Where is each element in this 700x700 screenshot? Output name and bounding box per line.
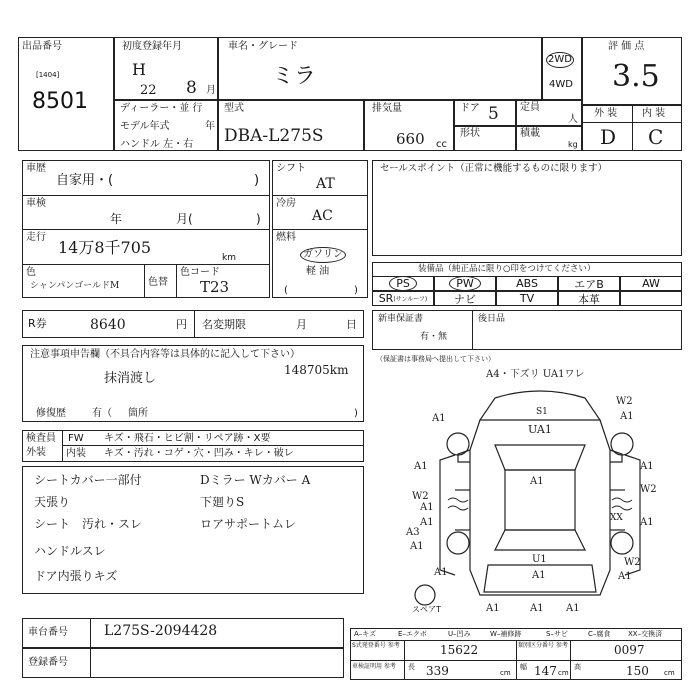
- mark-a1-l1: A1: [414, 461, 428, 472]
- equip-sr: SR (サンルーフ): [372, 291, 434, 306]
- remark-right-3: ロアサポートムレ: [200, 517, 297, 531]
- diagram-caption: （保証書は事務局へ提出して下さい）: [376, 355, 495, 363]
- mark-a1-b3: A1: [566, 603, 580, 614]
- mark-a1-cen2: A1: [532, 570, 546, 581]
- mark-a1-r1: A1: [640, 461, 654, 472]
- mark-a3: A3: [406, 527, 420, 538]
- shape-label: 形状: [460, 128, 480, 139]
- warranty-label: 新車保証書: [378, 314, 424, 324]
- shift-label: シフト: [276, 163, 306, 174]
- color-value: シャンパンゴールドM: [30, 281, 120, 291]
- tax-amount: 8640: [90, 317, 126, 333]
- load-label: 積載: [520, 128, 540, 139]
- legend-class-value: 0097: [614, 643, 645, 657]
- fuel-paren-open: (: [284, 285, 288, 296]
- ext-label: 外 装: [594, 108, 618, 119]
- drive-4wd: 4WD: [549, 79, 573, 90]
- legend-e: E–エクボ: [398, 630, 427, 638]
- legend-length: 339: [426, 664, 449, 678]
- capacity-unit: 人: [568, 114, 578, 125]
- shift-value: AT: [316, 176, 335, 192]
- chassis-label: 車台番号: [28, 627, 68, 638]
- color-label: 色: [26, 267, 36, 278]
- notes-line1: 抹消渡し: [104, 371, 157, 386]
- legend-width-cm: cm: [558, 669, 569, 677]
- inspector-hline: [62, 445, 364, 446]
- diagram-top-note: A4・下ズリ UA1ワレ: [486, 369, 585, 380]
- mark-w2-l: W2: [412, 491, 429, 502]
- legend-s: S–サビ: [546, 630, 568, 638]
- legend-vline-3: [570, 640, 571, 680]
- equip-leather: 本革: [558, 291, 620, 306]
- mark-a1-bl: A1: [434, 567, 448, 578]
- mark-a1-b2: A1: [530, 603, 544, 614]
- equip-pw: PW: [434, 276, 496, 291]
- inspector-fw-text: キズ・飛石・ヒビ割・リペア跡・X要: [104, 433, 271, 444]
- remark-right-1: Dミラー Wカバー A: [200, 473, 311, 487]
- legend-width: 147: [534, 664, 557, 678]
- equip-airbag: エアB: [558, 276, 620, 291]
- dealer-label: ディーラー・並 行: [120, 103, 203, 114]
- mark-a1-tr: A1: [620, 411, 634, 422]
- handle-label: ハンドル 左・右: [120, 139, 194, 150]
- ac-label: 冷房: [276, 198, 296, 209]
- warranty-have-none: 有・無: [420, 332, 448, 342]
- type-label: 型式: [224, 103, 244, 114]
- legend-xx: XX–交換済: [628, 630, 663, 638]
- reg-era: H: [132, 60, 146, 79]
- capacity-label: 定員: [520, 102, 540, 113]
- legend-s-type-label: S式発登番号 参考: [352, 642, 400, 649]
- model-code: DBA-L275S: [224, 126, 324, 146]
- displacement: 660: [396, 130, 425, 148]
- ext-grade: D: [600, 125, 617, 149]
- mark-a1-l4: A1: [410, 541, 424, 552]
- int-grade: C: [648, 125, 664, 149]
- remark-1: シートカバー一部付: [34, 473, 142, 487]
- inspector-fw: FW: [68, 433, 84, 444]
- grade-value: 3.5: [612, 59, 660, 94]
- remark-2: 天張り: [34, 495, 71, 509]
- equip-navi: ナビ: [434, 291, 496, 306]
- info-vline-code: [176, 264, 177, 298]
- drive-box: [542, 37, 582, 100]
- color-code-label: 色コード: [180, 267, 220, 278]
- car-name-label: 車名・グレード: [228, 41, 298, 52]
- legend-class-label: 類別区分番号 参考: [518, 642, 568, 649]
- inspector-int-label: 内装: [66, 448, 86, 459]
- cc-unit: cc: [436, 139, 447, 150]
- legend-vline-1: [404, 640, 405, 680]
- mark-w2-br: W2: [624, 557, 641, 568]
- int-label: 内 装: [642, 108, 666, 119]
- legend-width-label: 幅: [520, 663, 527, 671]
- history-value: 自家用・(: [56, 173, 114, 188]
- notes-line2: 148705km: [284, 363, 349, 377]
- legend-length-label: 長: [408, 663, 415, 671]
- reg-year: 22: [140, 83, 157, 98]
- drive-2wd: 2WD: [546, 52, 574, 68]
- equipment-title: 装備品（純正品に限り○印をつけてください）: [418, 264, 596, 274]
- legend-c: C–腐食: [588, 630, 611, 638]
- reg-month: 8: [186, 78, 197, 98]
- reg-month-unit: 月: [206, 85, 216, 96]
- fuel-label: 燃料: [276, 232, 296, 243]
- legend-s-type-value: 15622: [440, 643, 479, 657]
- disp-label: 排気量: [372, 103, 402, 114]
- first-reg-label: 初度登録年月: [122, 41, 182, 52]
- model-year-unit: 年: [205, 121, 215, 132]
- legend-u: U–凹み: [448, 630, 471, 638]
- repair-value: 有（: [92, 408, 112, 419]
- notes-title: 注意事項申告欄（不具合内容等は具体的に記入して下さい）: [30, 349, 300, 360]
- deadline-label: 名変期限: [202, 318, 246, 331]
- equip-tv: TV: [496, 291, 558, 306]
- inspector-label: 検査員: [26, 433, 56, 444]
- tax-box: [22, 310, 364, 338]
- car-name: ミラ: [272, 64, 317, 89]
- legend-height: 150: [626, 664, 649, 678]
- ext-int-divider: [632, 105, 633, 151]
- color-change-label: 色替: [148, 277, 168, 288]
- insp-close: ): [256, 212, 261, 226]
- chassis-divider: [90, 618, 91, 648]
- info-hline-3: [22, 264, 270, 265]
- deadline-day: 日: [346, 318, 357, 331]
- sales-title: セールスポイント（正常に機能するものに限ります）: [380, 163, 608, 174]
- info-vline-color: [144, 264, 145, 298]
- grade-label: 評 価 点: [608, 41, 645, 52]
- warranty-divider: [472, 310, 473, 350]
- legend-w: W–補修跡: [490, 630, 522, 638]
- door-count: 5: [488, 104, 499, 124]
- shift-hline-2: [272, 229, 368, 230]
- inspection-label: 車検: [26, 198, 46, 209]
- mark-xx: XX: [610, 513, 623, 523]
- remark-4: ハンドルスレ: [34, 544, 106, 558]
- ac-value: AC: [312, 208, 333, 224]
- mileage-value: 14万8千705: [58, 238, 152, 257]
- mark-a1-l2: A1: [420, 502, 434, 513]
- inspector-ext-label: 外装: [26, 447, 46, 458]
- legend-height-cm: cm: [664, 669, 675, 677]
- remark-3: シート 汚れ・スレ: [34, 517, 143, 531]
- mark-a1-r2: A1: [640, 517, 654, 528]
- info-hline-1: [22, 195, 270, 196]
- insp-year: 年: [110, 212, 123, 226]
- fuel-diesel: 軽 油: [306, 266, 330, 277]
- tax-label: R券: [28, 317, 47, 330]
- mark-a1-br: A1: [618, 571, 632, 582]
- after-label: 後日品: [478, 314, 506, 324]
- ext-int-hline: [582, 122, 682, 123]
- mark-u1-center: U1: [532, 554, 547, 565]
- load-unit: kg: [568, 140, 578, 149]
- door-label: ドア: [460, 103, 480, 114]
- equip-abs: ABS: [496, 276, 558, 291]
- lot-label: 出品番号: [22, 41, 62, 52]
- history-label: 車歴: [26, 163, 46, 174]
- mark-a1-center: A1: [530, 476, 544, 487]
- mark-a1-l3: A1: [420, 517, 434, 528]
- mark-ua1: UA1: [528, 423, 552, 436]
- fuel-paren-close: ): [354, 285, 358, 296]
- legend-cert-label: 車検証明用 参考: [352, 663, 396, 670]
- legend-height-label: 高: [574, 663, 581, 671]
- insp-month: 月(: [176, 212, 193, 226]
- shift-hline-1: [272, 195, 368, 196]
- spare-label: スペアT: [412, 605, 441, 614]
- equip-ps: PS: [372, 276, 434, 291]
- mark-w2-tr: W2: [616, 396, 633, 407]
- info-hline-2: [22, 229, 270, 230]
- history-close: ): [254, 173, 260, 188]
- inspector-vline: [62, 430, 63, 462]
- repair-close: ): [354, 408, 358, 419]
- remark-right-2: 下廻りS: [200, 495, 245, 509]
- tax-divider: [194, 310, 195, 338]
- legend-vline-2: [516, 640, 517, 680]
- model-year-label: モデル年式: [120, 121, 170, 132]
- repair-label: 修復歴: [36, 408, 66, 419]
- equip-blank: [620, 291, 682, 306]
- lot-small: [1404]: [36, 71, 60, 79]
- fuel-gas: ガソリン: [300, 247, 346, 263]
- mark-a1-tl: A1: [432, 413, 446, 424]
- lot-number: 8501: [32, 89, 88, 114]
- mark-a1-b1: A1: [486, 603, 500, 614]
- reg-box: [22, 648, 344, 678]
- mileage-label: 走行: [26, 232, 46, 243]
- color-code: T23: [200, 278, 230, 296]
- repair-place: 箇所: [128, 408, 148, 419]
- remark-5: ドア内張りキズ: [34, 569, 118, 583]
- sales-box: [372, 160, 682, 256]
- km-unit: km: [222, 253, 236, 263]
- deadline-month: 月: [296, 318, 307, 331]
- reg-divider: [90, 648, 91, 678]
- legend-length-cm: cm: [500, 669, 511, 677]
- equip-aw: AW: [620, 276, 682, 291]
- chassis-value: L275S-2094428: [104, 623, 218, 639]
- tax-yen: 円: [176, 318, 187, 331]
- inspector-int-text: キズ・汚れ・コゲ・穴・凹み・キレ・破レ: [104, 448, 294, 459]
- legend-a: A–キズ: [354, 630, 377, 638]
- mark-s1: S1: [536, 407, 548, 417]
- reg-label: 登録番号: [28, 657, 68, 668]
- mark-w2-r: W2: [640, 484, 657, 495]
